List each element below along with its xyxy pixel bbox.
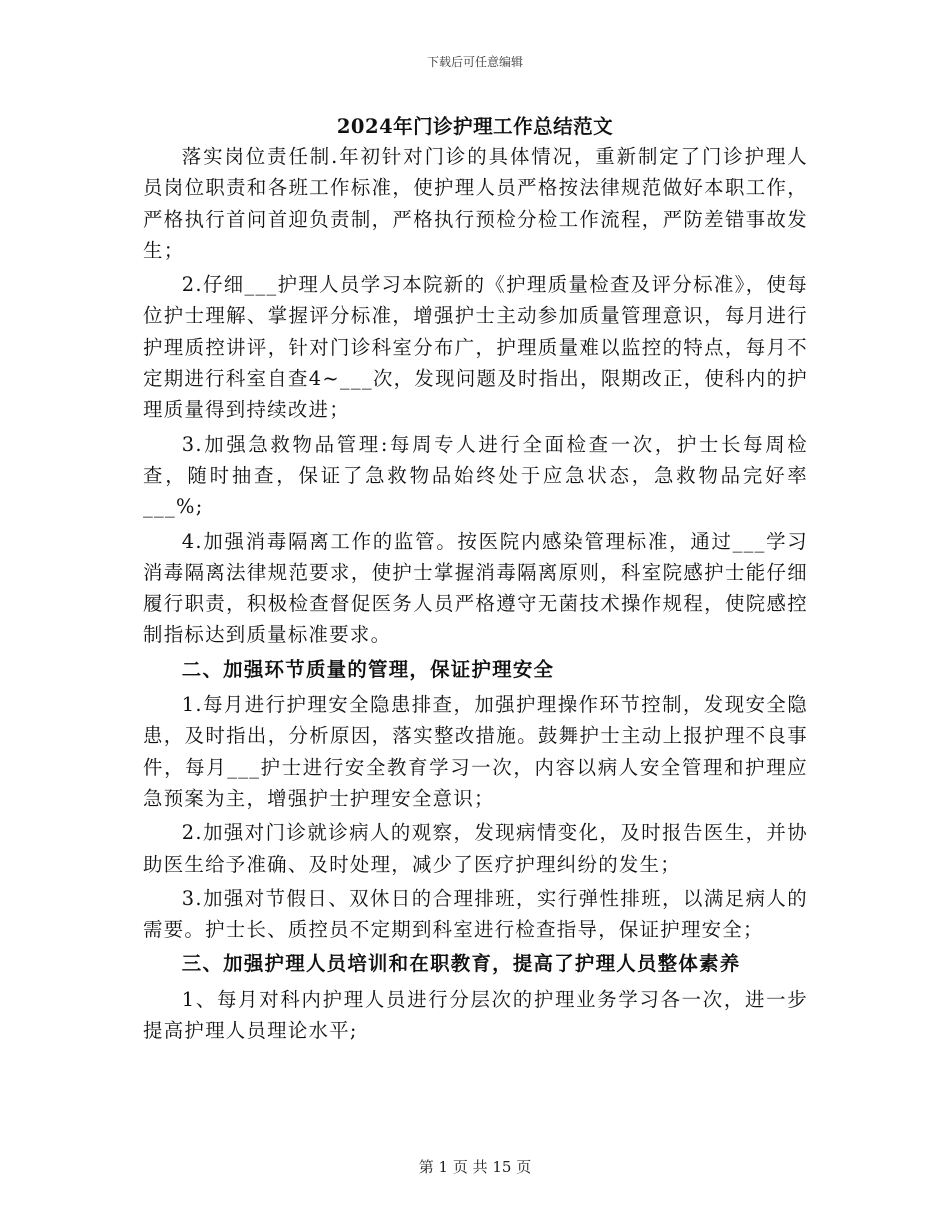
paragraph-scheduling: 3.加强对节假日、双休日的合理排班，实行弹性排班，以满足病人的需要。护士长、质控员不定期到科室进行检查指导，保证护理安全； bbox=[143, 886, 808, 942]
header-note: 下载后可任意编辑 bbox=[426, 55, 523, 69]
paragraph-disinfection: 4.加强消毒隔离工作的监管。按医院内感染管理标准，通过___学习消毒隔离法律规范要求，使护士掌握消毒隔离原则，科室院感护士能仔细履行职责，积极检查督促医务人员严格遵守无菌技术操作规程，使院感控制指标达到质量标准要求。 bbox=[143, 529, 808, 647]
paragraph-responsibility: 落实岗位责任制.年初针对门诊的具体情况，重新制定了门诊护理人员岗位职责和各班工作标准，使护理人员严格按法律规范做好本职工作，严格执行首问首迎负责制，严格执行预检分检工作流程，严防差错事故发生； bbox=[143, 145, 808, 262]
document-body bbox=[143, 141, 808, 1049]
document-title: 2024年门诊护理工作总结范文 bbox=[336, 115, 614, 138]
section-heading-safety: 二、加强环节质量的管理，保证护理安全 bbox=[181, 657, 555, 681]
paragraph-patient-observation: 2.加强对门诊就诊病人的观察，发现病情变化，及时报告医生，并协助医生给予准确、及时处理，减少了医疗护理纠纷的发生； bbox=[143, 821, 808, 876]
paragraph-safety-check: 1.每月进行护理安全隐患排查，加强护理操作环节控制，发现安全隐患，及时指出，分析原因，落实整改措施。鼓舞护士主动上报护理不良事件，每月___护士进行安全教育学习一次，内容以病人安全管理和护理应急预案为主，增强护士护理安全意识； bbox=[143, 693, 808, 810]
section-heading-training: 三、加强护理人员培训和在职教育，提高了护理人员整体素养 bbox=[181, 952, 741, 976]
paragraph-quality-standard: 2.仔细___护理人员学习本院新的《护理质量检查及评分标准》，使每位护士理解、掌握评分标准，增强护士主动参加质量管理意识，每月进行护理质控讲评，针对门诊科室分布广，护理质量难以监控的特点，每月不定期进行科室自查4~___次，发现问题及时指出，限期改正，使科内的护理质量得到持续改进； bbox=[143, 273, 808, 422]
paragraph-emergency-supplies: 3.加强急救物品管理:每周专人进行全面检查一次，护士长每周检查，随时抽查，保证了急救物品始终处于应急状态，急救物品完好率___%; bbox=[143, 432, 808, 519]
paragraph-training: 1、每月对科内护理人员进行分层次的护理业务学习各一次，进一步提高护理人员理论水平; bbox=[143, 987, 808, 1043]
page-footer: 第 1 页 共 15 页 bbox=[418, 1158, 532, 1176]
